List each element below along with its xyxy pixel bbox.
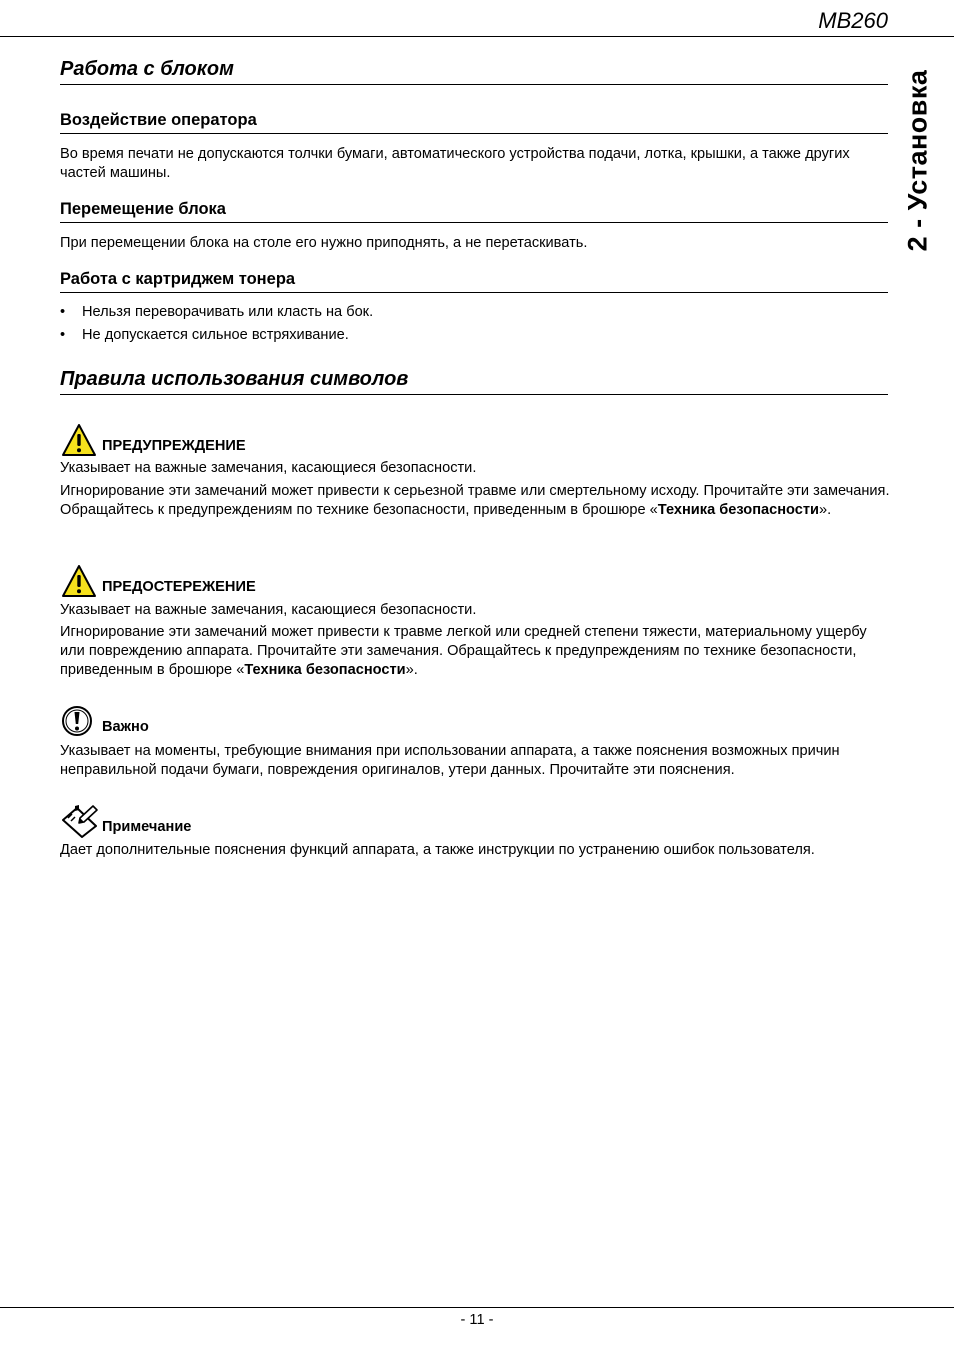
important-title: Важно bbox=[102, 719, 149, 735]
header-rule bbox=[0, 36, 954, 37]
warning-triangle-icon bbox=[61, 423, 97, 457]
warning-paragraph-end: ». bbox=[819, 502, 832, 518]
note-title: Примечание bbox=[102, 819, 192, 835]
subsection-title-moving: Перемещение блока bbox=[60, 199, 888, 223]
chapter-side-tab-label: 2 - Установка bbox=[902, 69, 933, 251]
warning-paragraph bbox=[60, 482, 890, 520]
important-paragraph: Указывает на моменты, требующие внимания при использовании аппарата, а также пояснения возможных причин неправильной подачи бумаги, повреждения оригиналов, утери данных. Прочитайте эти пояснения. bbox=[60, 743, 840, 778]
section-title-symbols: Правила использования символов bbox=[60, 367, 888, 395]
warning-line1: Указывает на важные замечания, касающиеся безопасности. bbox=[60, 460, 477, 476]
notepad-pencil-icon bbox=[60, 804, 100, 838]
subsection-title-toner: Работа с картриджем тонера bbox=[60, 269, 888, 293]
moving-paragraph: При перемещении блока на столе его нужно приподнять, а не перетаскивать. bbox=[60, 235, 588, 251]
footer-rule bbox=[0, 1307, 954, 1308]
operator-paragraph: Во время печати не допускаются толчки бумаги, автоматического устройства подачи, лотка, крышки, а также других частей машины. bbox=[60, 146, 850, 181]
chapter-side-tab bbox=[892, 60, 944, 260]
bullet-text: Нельзя переворачивать или класть на бок. bbox=[82, 304, 374, 320]
page-number: - 11 - bbox=[460, 1312, 494, 1328]
warning-brochure-name: Техника безопасности bbox=[657, 502, 820, 518]
bullet-dot: • bbox=[60, 304, 66, 320]
bullet-text: Не допускается сильное встряхивание. bbox=[82, 327, 349, 343]
caution-paragraph bbox=[60, 623, 890, 680]
warning-paragraph-text: Игнорирование эти замечаний может привести к серьезной травме или смертельному исходу. Прочитайте эти замечания. Обращайтесь к предупреждениям по технике безопасности, приведенным в брошюре « bbox=[60, 483, 890, 518]
section-title-unit-handling: Работа с блоком bbox=[60, 57, 888, 85]
warning-title: ПРЕДУПРЕЖДЕНИЕ bbox=[102, 438, 246, 454]
note-paragraph: Дает дополнительные пояснения функций аппарата, а также инструкции по устранению ошибок пользователя. bbox=[60, 842, 815, 858]
exclamation-circle-icon bbox=[61, 705, 93, 737]
caution-triangle-icon bbox=[61, 564, 97, 598]
model-name: MB260 bbox=[818, 8, 888, 33]
caution-title: ПРЕДОСТЕРЕЖЕНИЕ bbox=[102, 579, 256, 595]
subsection-title-operator: Воздействие оператора bbox=[60, 110, 888, 134]
caution-brochure-name: Техника безопасности bbox=[244, 662, 406, 678]
caution-paragraph-text: Игнорирование эти замечаний может привести к травме легкой или средней степени тяжести, материальному ущербу или повреждению аппарата. Прочитайте эти замечания. Обращайтесь к предупреждениям по технике безопасности, приведенным в брошюре « bbox=[60, 624, 867, 678]
bullet-dot: • bbox=[60, 327, 66, 343]
caution-line1: Указывает на важные замечания, касающиеся безопасности. bbox=[60, 602, 477, 618]
caution-paragraph-end: ». bbox=[405, 662, 418, 678]
